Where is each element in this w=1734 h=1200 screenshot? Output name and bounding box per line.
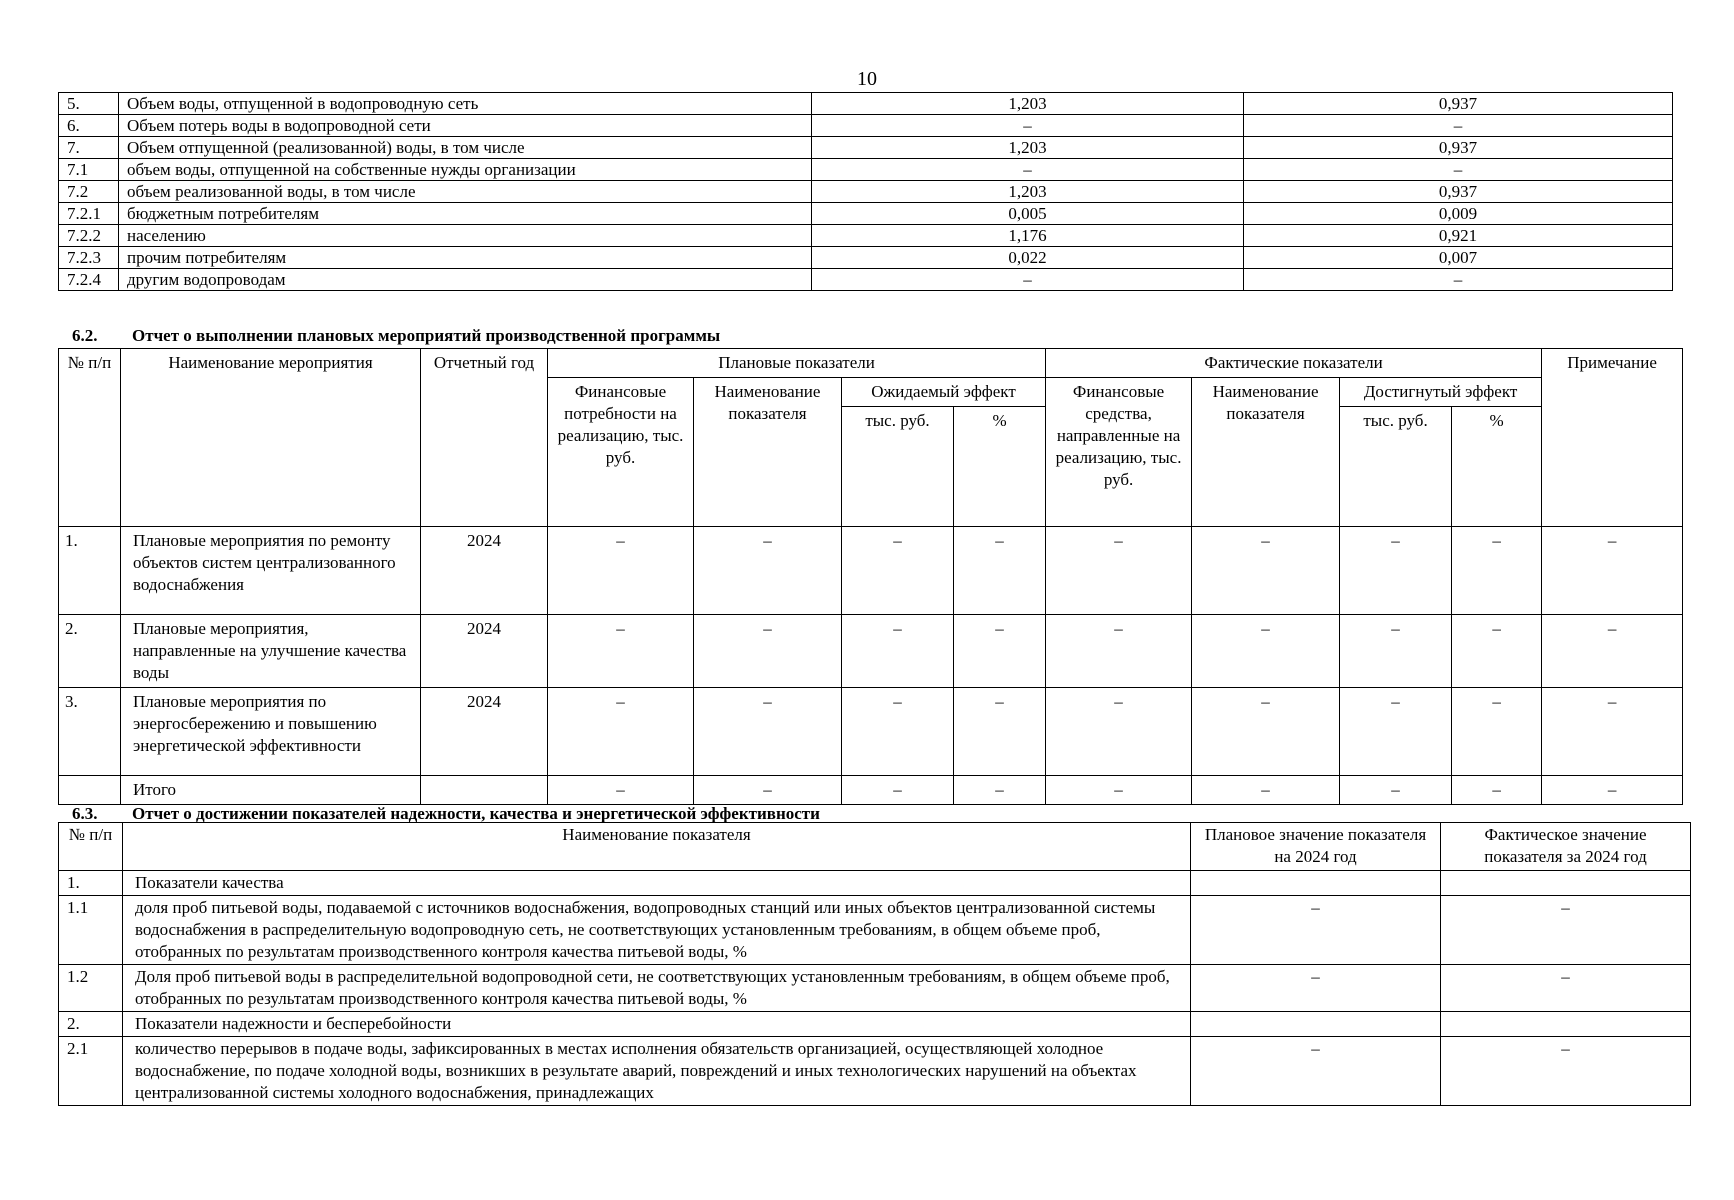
- fact-value: –: [1441, 1037, 1691, 1106]
- cell-value: –: [1340, 776, 1452, 805]
- row-number: 6.: [59, 115, 119, 137]
- row-number: [59, 776, 121, 805]
- header-row: [59, 823, 1691, 871]
- cell-value: –: [954, 527, 1046, 615]
- plan-value: –: [812, 159, 1244, 181]
- col-year-header: Отчетный год: [421, 349, 548, 527]
- row-name: Доля проб питьевой воды в распределительной водопроводной сети, не соответствующих установленным требованиям, в общем объеме проб, отобранных по результатам производственного контроля качества питьевой воды, %: [123, 965, 1191, 1012]
- fact-indicator-header: Наименование показателя: [1192, 378, 1340, 527]
- fact-effect-pct-header: %: [1452, 407, 1542, 527]
- cell-value: –: [1046, 776, 1192, 805]
- plan-value: 0,022: [812, 247, 1244, 269]
- cell-value: –: [1192, 527, 1340, 615]
- cell-value: –: [694, 688, 842, 776]
- table-row: [59, 181, 1673, 203]
- plan-value: [1191, 871, 1441, 896]
- table-row: [59, 203, 1673, 225]
- fact-value: [1441, 1012, 1691, 1037]
- table-row: [59, 1037, 1691, 1106]
- cell-value: –: [548, 527, 694, 615]
- planned-measures-table: [58, 348, 1683, 805]
- cell-value: –: [1452, 688, 1542, 776]
- fact-value: –: [1244, 115, 1673, 137]
- row-number: 7.1: [59, 159, 119, 181]
- total-row: [59, 776, 1683, 805]
- plan-value: 1,203: [812, 181, 1244, 203]
- cell-value: –: [1542, 688, 1683, 776]
- plan-effect-header: Ожидаемый эффект: [842, 378, 1046, 407]
- table-row: [59, 965, 1691, 1012]
- plan-value: 1,203: [812, 93, 1244, 115]
- row-name: количество перерывов в подаче воды, зафиксированных в местах исполнения обязательств организацией, осуществляющей холодное водоснабжение, по подаче холодной воды, возникших в результате аварий, повреждений и иных технологических нарушений на объектах централизованной системы холодного водоснабжения, принадлежащих: [123, 1037, 1191, 1106]
- fact-value: 0,937: [1244, 137, 1673, 159]
- plan-value: –: [812, 269, 1244, 291]
- row-number: 1.: [59, 527, 121, 615]
- cell-value: –: [1542, 776, 1683, 805]
- row-number: 5.: [59, 93, 119, 115]
- row-number: 1.1: [59, 896, 123, 965]
- plan-effect-rub-header: тыс. руб.: [842, 407, 954, 527]
- cell-value: –: [954, 688, 1046, 776]
- plan-value: 0,005: [812, 203, 1244, 225]
- col-name-header: Наименование показателя: [123, 823, 1191, 871]
- fact-effect-rub-header: тыс. руб.: [1340, 407, 1452, 527]
- section-number: 6.2.: [72, 326, 98, 345]
- row-name: Итого: [121, 776, 421, 805]
- plan-value: [1191, 1012, 1441, 1037]
- row-number: 1.: [59, 871, 123, 896]
- fact-group-header: Фактические показатели: [1046, 349, 1542, 378]
- row-name: Объем отпущенной (реализованной) воды, в том числе: [119, 137, 812, 159]
- table-row: [59, 247, 1673, 269]
- cell-value: –: [1340, 688, 1452, 776]
- table-row: [59, 93, 1673, 115]
- row-name: бюджетным потребителям: [119, 203, 812, 225]
- section-6-2-heading: [72, 326, 720, 346]
- cell-value: –: [954, 776, 1046, 805]
- cell-value: –: [548, 776, 694, 805]
- col-plan-header: Плановое значение показателя на 2024 год: [1191, 823, 1441, 871]
- header-row: [59, 349, 1683, 378]
- fact-value: 0,007: [1244, 247, 1673, 269]
- plan-group-header: Плановые показатели: [548, 349, 1046, 378]
- plan-value: –: [1191, 896, 1441, 965]
- cell-value: –: [1046, 615, 1192, 688]
- fact-value: 0,009: [1244, 203, 1673, 225]
- row-year: 2024: [421, 688, 548, 776]
- cell-value: –: [548, 688, 694, 776]
- row-number: 2.: [59, 1012, 123, 1037]
- section-title: Отчет о достижении показателей надежности, качества и энергетической эффективности: [132, 804, 820, 823]
- row-name: Объем потерь воды в водопроводной сети: [119, 115, 812, 137]
- col-num-header: № п/п: [59, 823, 123, 871]
- table-row: [59, 137, 1673, 159]
- cell-value: –: [1452, 776, 1542, 805]
- table-row: [59, 896, 1691, 965]
- cell-value: –: [1340, 527, 1452, 615]
- cell-value: –: [694, 776, 842, 805]
- row-name: доля проб питьевой воды, подаваемой с источников водоснабжения, водопроводных станций или иных объектов централизованной системы водоснабжения в распределительную водопроводную сеть, не соответствующих установленным требованиям, в общем объеме проб, отобранных по результатам производственного контроля качества питьевой воды, %: [123, 896, 1191, 965]
- row-year: 2024: [421, 615, 548, 688]
- row-number: 2.: [59, 615, 121, 688]
- section-title: Отчет о выполнении плановых мероприятий производственной программы: [132, 326, 721, 345]
- cell-value: –: [1340, 615, 1452, 688]
- table-row: [59, 159, 1673, 181]
- cell-value: –: [954, 615, 1046, 688]
- fact-value: 0,921: [1244, 225, 1673, 247]
- row-name: объем реализованной воды, в том числе: [119, 181, 812, 203]
- fact-value: [1441, 871, 1691, 896]
- indicators-table: [58, 822, 1691, 1106]
- row-number: 7.: [59, 137, 119, 159]
- cell-value: –: [1452, 615, 1542, 688]
- fact-value: –: [1244, 269, 1673, 291]
- row-name: Объем воды, отпущенной в водопроводную сеть: [119, 93, 812, 115]
- fact-value: –: [1441, 896, 1691, 965]
- row-number: 7.2.4: [59, 269, 119, 291]
- table-row: [59, 527, 1683, 615]
- table-row: [59, 115, 1673, 137]
- col-fact-header: Фактическое значение показателя за 2024 год: [1441, 823, 1691, 871]
- row-number: 1.2: [59, 965, 123, 1012]
- cell-value: –: [1046, 527, 1192, 615]
- plan-value: 1,176: [812, 225, 1244, 247]
- plan-value: –: [812, 115, 1244, 137]
- table-row: [59, 225, 1673, 247]
- row-year: [421, 776, 548, 805]
- cell-value: –: [1192, 615, 1340, 688]
- row-name: Показатели надежности и бесперебойности: [123, 1012, 1191, 1037]
- plan-value: 1,203: [812, 137, 1244, 159]
- cell-value: –: [548, 615, 694, 688]
- row-number: 3.: [59, 688, 121, 776]
- row-number: 2.1: [59, 1037, 123, 1106]
- cell-value: –: [1542, 527, 1683, 615]
- row-name: Показатели качества: [123, 871, 1191, 896]
- cell-value: –: [1192, 688, 1340, 776]
- table-row: [59, 871, 1691, 896]
- page-number: 10: [857, 68, 877, 90]
- section-number: 6.3.: [72, 804, 98, 823]
- cell-value: –: [842, 615, 954, 688]
- section-6-3-heading: [72, 804, 820, 824]
- row-name: населению: [119, 225, 812, 247]
- row-name: другим водопроводам: [119, 269, 812, 291]
- fact-value: –: [1244, 159, 1673, 181]
- row-name: Плановые мероприятия по энергосбережению и повышению энергетической эффективности: [121, 688, 421, 776]
- cell-value: –: [1192, 776, 1340, 805]
- cell-value: –: [842, 776, 954, 805]
- table-row: [59, 688, 1683, 776]
- fact-value: 0,937: [1244, 181, 1673, 203]
- row-year: 2024: [421, 527, 548, 615]
- cell-value: –: [1046, 688, 1192, 776]
- cell-value: –: [694, 527, 842, 615]
- table-row: [59, 615, 1683, 688]
- row-number: 7.2.1: [59, 203, 119, 225]
- row-number: 7.2: [59, 181, 119, 203]
- plan-indicator-header: Наименование показателя: [694, 378, 842, 527]
- fact-value: –: [1441, 965, 1691, 1012]
- plan-value: –: [1191, 1037, 1441, 1106]
- row-number: 7.2.3: [59, 247, 119, 269]
- row-name: объем воды, отпущенной на собственные нужды организации: [119, 159, 812, 181]
- cell-value: –: [842, 688, 954, 776]
- cell-value: –: [694, 615, 842, 688]
- fact-value: 0,937: [1244, 93, 1673, 115]
- fact-fin-header: Финансовые средства, направленные на реализацию, тыс. руб.: [1046, 378, 1192, 527]
- plan-effect-pct-header: %: [954, 407, 1046, 527]
- col-name-header: Наименование мероприятия: [121, 349, 421, 527]
- cell-value: –: [1452, 527, 1542, 615]
- water-volume-table: [58, 92, 1673, 291]
- row-name: прочим потребителям: [119, 247, 812, 269]
- row-name: Плановые мероприятия по ремонту объектов систем централизованного водоснабжения: [121, 527, 421, 615]
- fact-effect-header: Достигнутый эффект: [1340, 378, 1542, 407]
- plan-value: –: [1191, 965, 1441, 1012]
- row-name: Плановые мероприятия, направленные на улучшение качества воды: [121, 615, 421, 688]
- cell-value: –: [1542, 615, 1683, 688]
- table-row: [59, 1012, 1691, 1037]
- col-note-header: Примечание: [1542, 349, 1683, 527]
- plan-fin-header: Финансовые потребности на реализацию, тыс. руб.: [548, 378, 694, 527]
- row-number: 7.2.2: [59, 225, 119, 247]
- cell-value: –: [842, 527, 954, 615]
- table-row: [59, 269, 1673, 291]
- col-num-header: № п/п: [59, 349, 121, 527]
